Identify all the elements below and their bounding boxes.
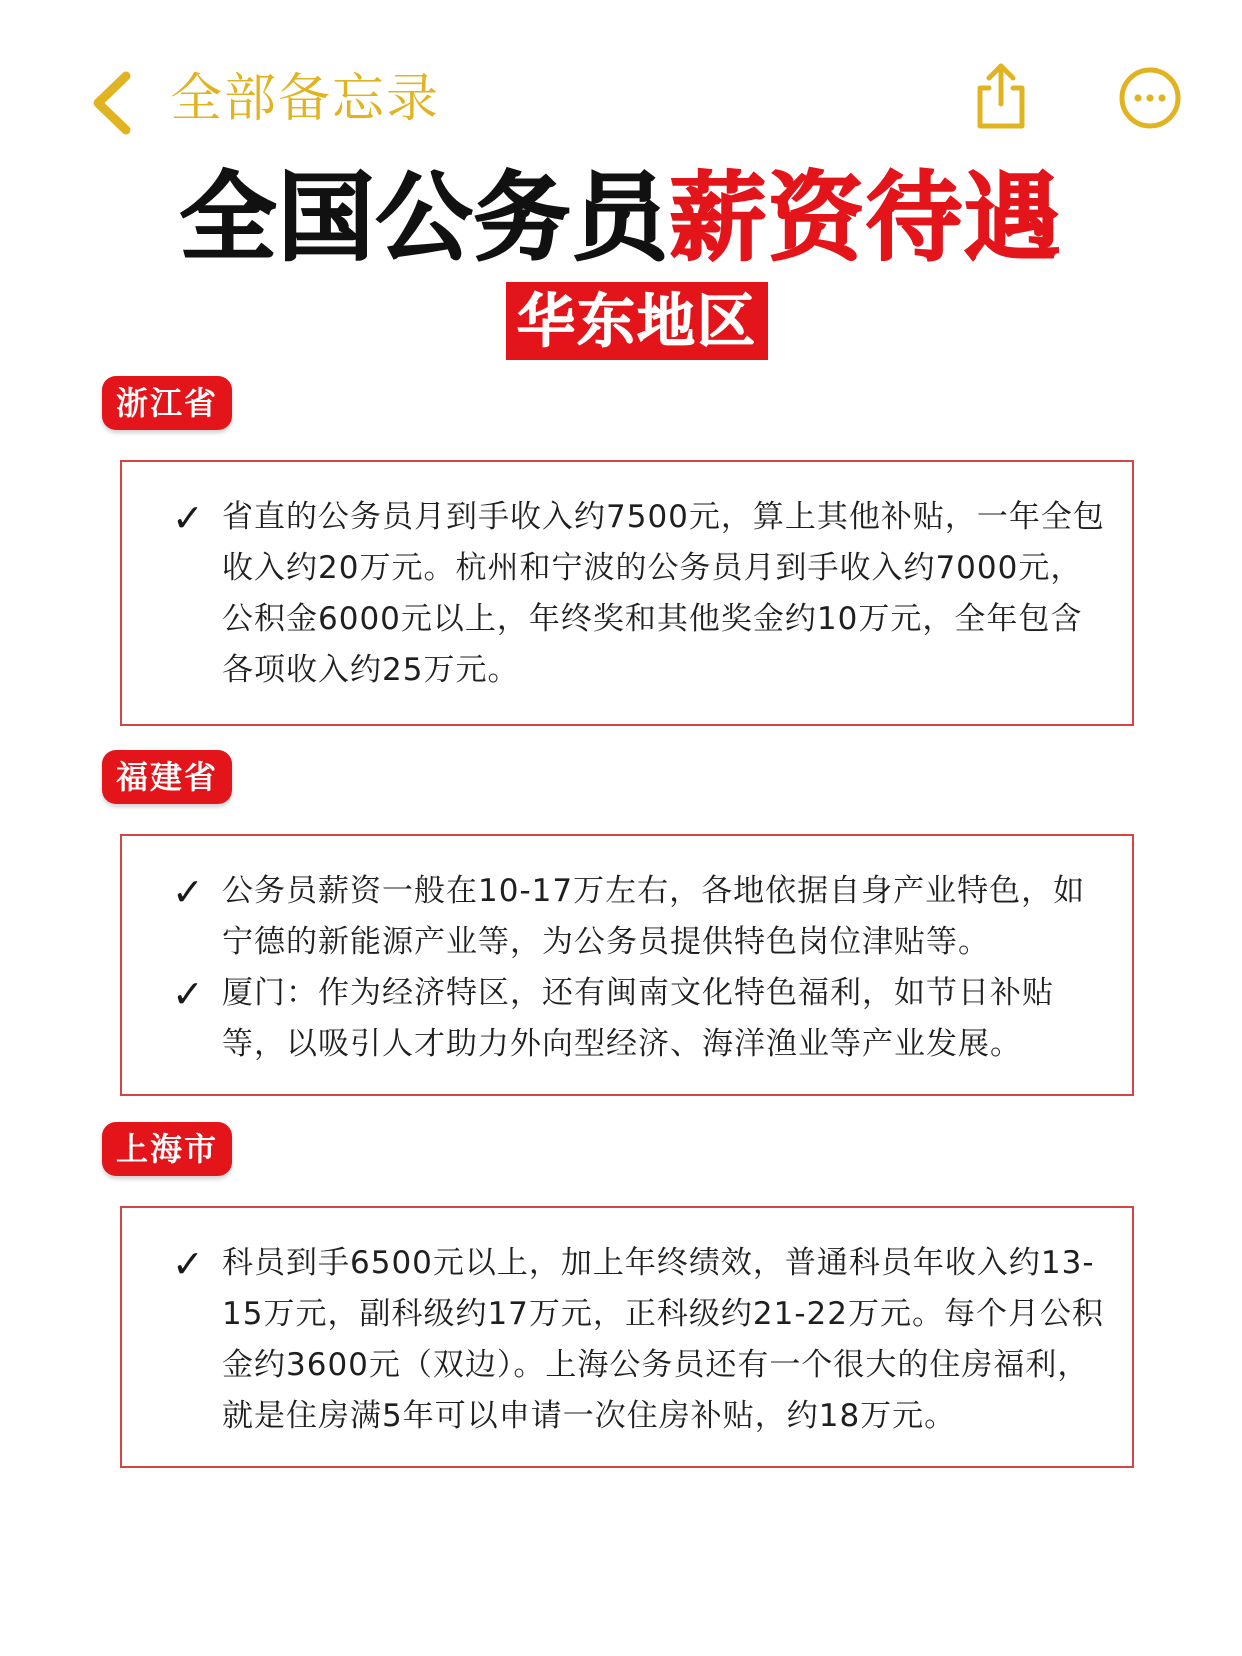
list-item	[172, 1238, 1112, 1442]
title-red-part: 薪资待遇	[670, 162, 1062, 274]
region-subtitle: 华东地区	[506, 282, 768, 360]
section-tag-zhejiang: 浙江省	[102, 376, 232, 430]
item-text: 科员到手6500元以上，加上年终绩效，普通科员年收入约13-15万元，副科级约17万元，正科级约21-22万元。每个月公积金约3600元（双边）。上海公务员还有一个很大的住房福利，就是住房满5年可以申请一次住房补贴，约18万元。	[222, 1245, 1104, 1434]
page-title	[0, 158, 1242, 278]
list-item	[172, 492, 1112, 696]
section-tag-fujian: 福建省	[102, 750, 232, 804]
list-item	[172, 968, 1112, 1070]
section-box-shanghai	[120, 1206, 1134, 1468]
title-black-part: 全国公务员	[180, 162, 670, 274]
check-icon: ✓	[172, 972, 204, 1016]
more-icon[interactable]	[1118, 66, 1182, 130]
item-text: 公务员薪资一般在10-17万左右，各地依据自身产业特色，如宁德的新能源产业等，为公务员提供特色岗位津贴等。	[222, 873, 1086, 960]
back-button-label[interactable]: 全部备忘录	[170, 69, 441, 129]
share-icon[interactable]	[972, 60, 1030, 132]
check-icon: ✓	[172, 496, 204, 540]
item-text: 厦门：作为经济特区，还有闽南文化特色福利，如节日补贴等，以吸引人才助力外向型经济、海洋渔业等产业发展。	[222, 975, 1054, 1062]
section-box-zhejiang	[120, 460, 1134, 726]
section-box-fujian	[120, 834, 1134, 1096]
item-text: 省直的公务员月到手收入约7500元，算上其他补贴，一年全包收入约20万元。杭州和宁波的公务员月到手收入约7000元，公积金6000元以上，年终奖和其他奖金约10万元，全年包含各项收入约25万元。	[222, 499, 1105, 688]
section-tag-shanghai: 上海市	[102, 1122, 232, 1176]
chevron-left-icon[interactable]	[88, 68, 138, 138]
list-item	[172, 866, 1112, 968]
check-icon: ✓	[172, 870, 204, 914]
check-icon: ✓	[172, 1242, 204, 1286]
